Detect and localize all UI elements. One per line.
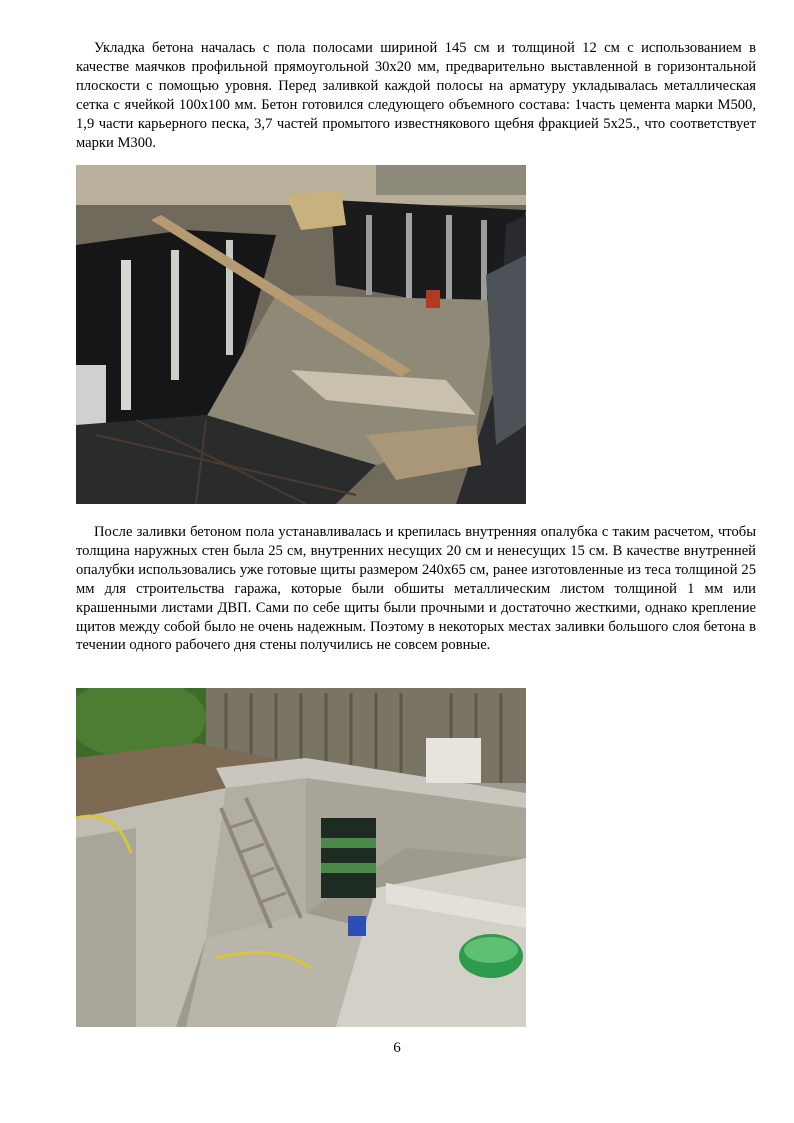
photo-floor-pouring-drawing <box>76 165 526 504</box>
photo-walls-formwork <box>76 688 526 1027</box>
page-number: 6 <box>393 1040 401 1056</box>
photo-walls-formwork-drawing <box>76 688 526 1027</box>
paragraph-concrete-floor: Укладка бетона началась с пола полосами шириной 145 см и толщиной 12 см с использованием в качестве маячков профильной прямоугольной 30х20 мм, предварительно выставленной в горизонтальной плоскости с помощью уровня. Перед заливкой каждой полосы на арматуру укладывалась металлическая сетка с ячейкой 100х100 мм. Бетон готовился следующего объемного состава: 1часть цемента марки М500, 1,9 части карьерного песка, 3,7 частей промытого известнякового щебня фракцией 5х25., что соответствует марки М300. <box>76 40 756 151</box>
paragraph-inner-formwork: После заливки бетоном пола устанавливалась и крепилась внутренняя опалубка с таким расчетом, чтобы толщина наружных стен была 25 см, внутренних несущих 20 см и ненесущих 15 см. В качестве внутренней опалубки использовались уже готовые щиты размером 240х65 см, ранее изготовленные из теса толщиной 25 мм для строительства гаража, которые были обшиты металлическим листом толщиной 1 мм или крашенными листами ДВП. Сами по себе щиты были прочными и достаточно жесткими, однако крепление щитов между собой было не очень надежным. Поэтому в некоторых местах заливки большого слоя бетона в течении одного рабочего дня стены получились не совсем ровные. <box>76 524 756 654</box>
photo-floor-pouring <box>76 165 526 504</box>
